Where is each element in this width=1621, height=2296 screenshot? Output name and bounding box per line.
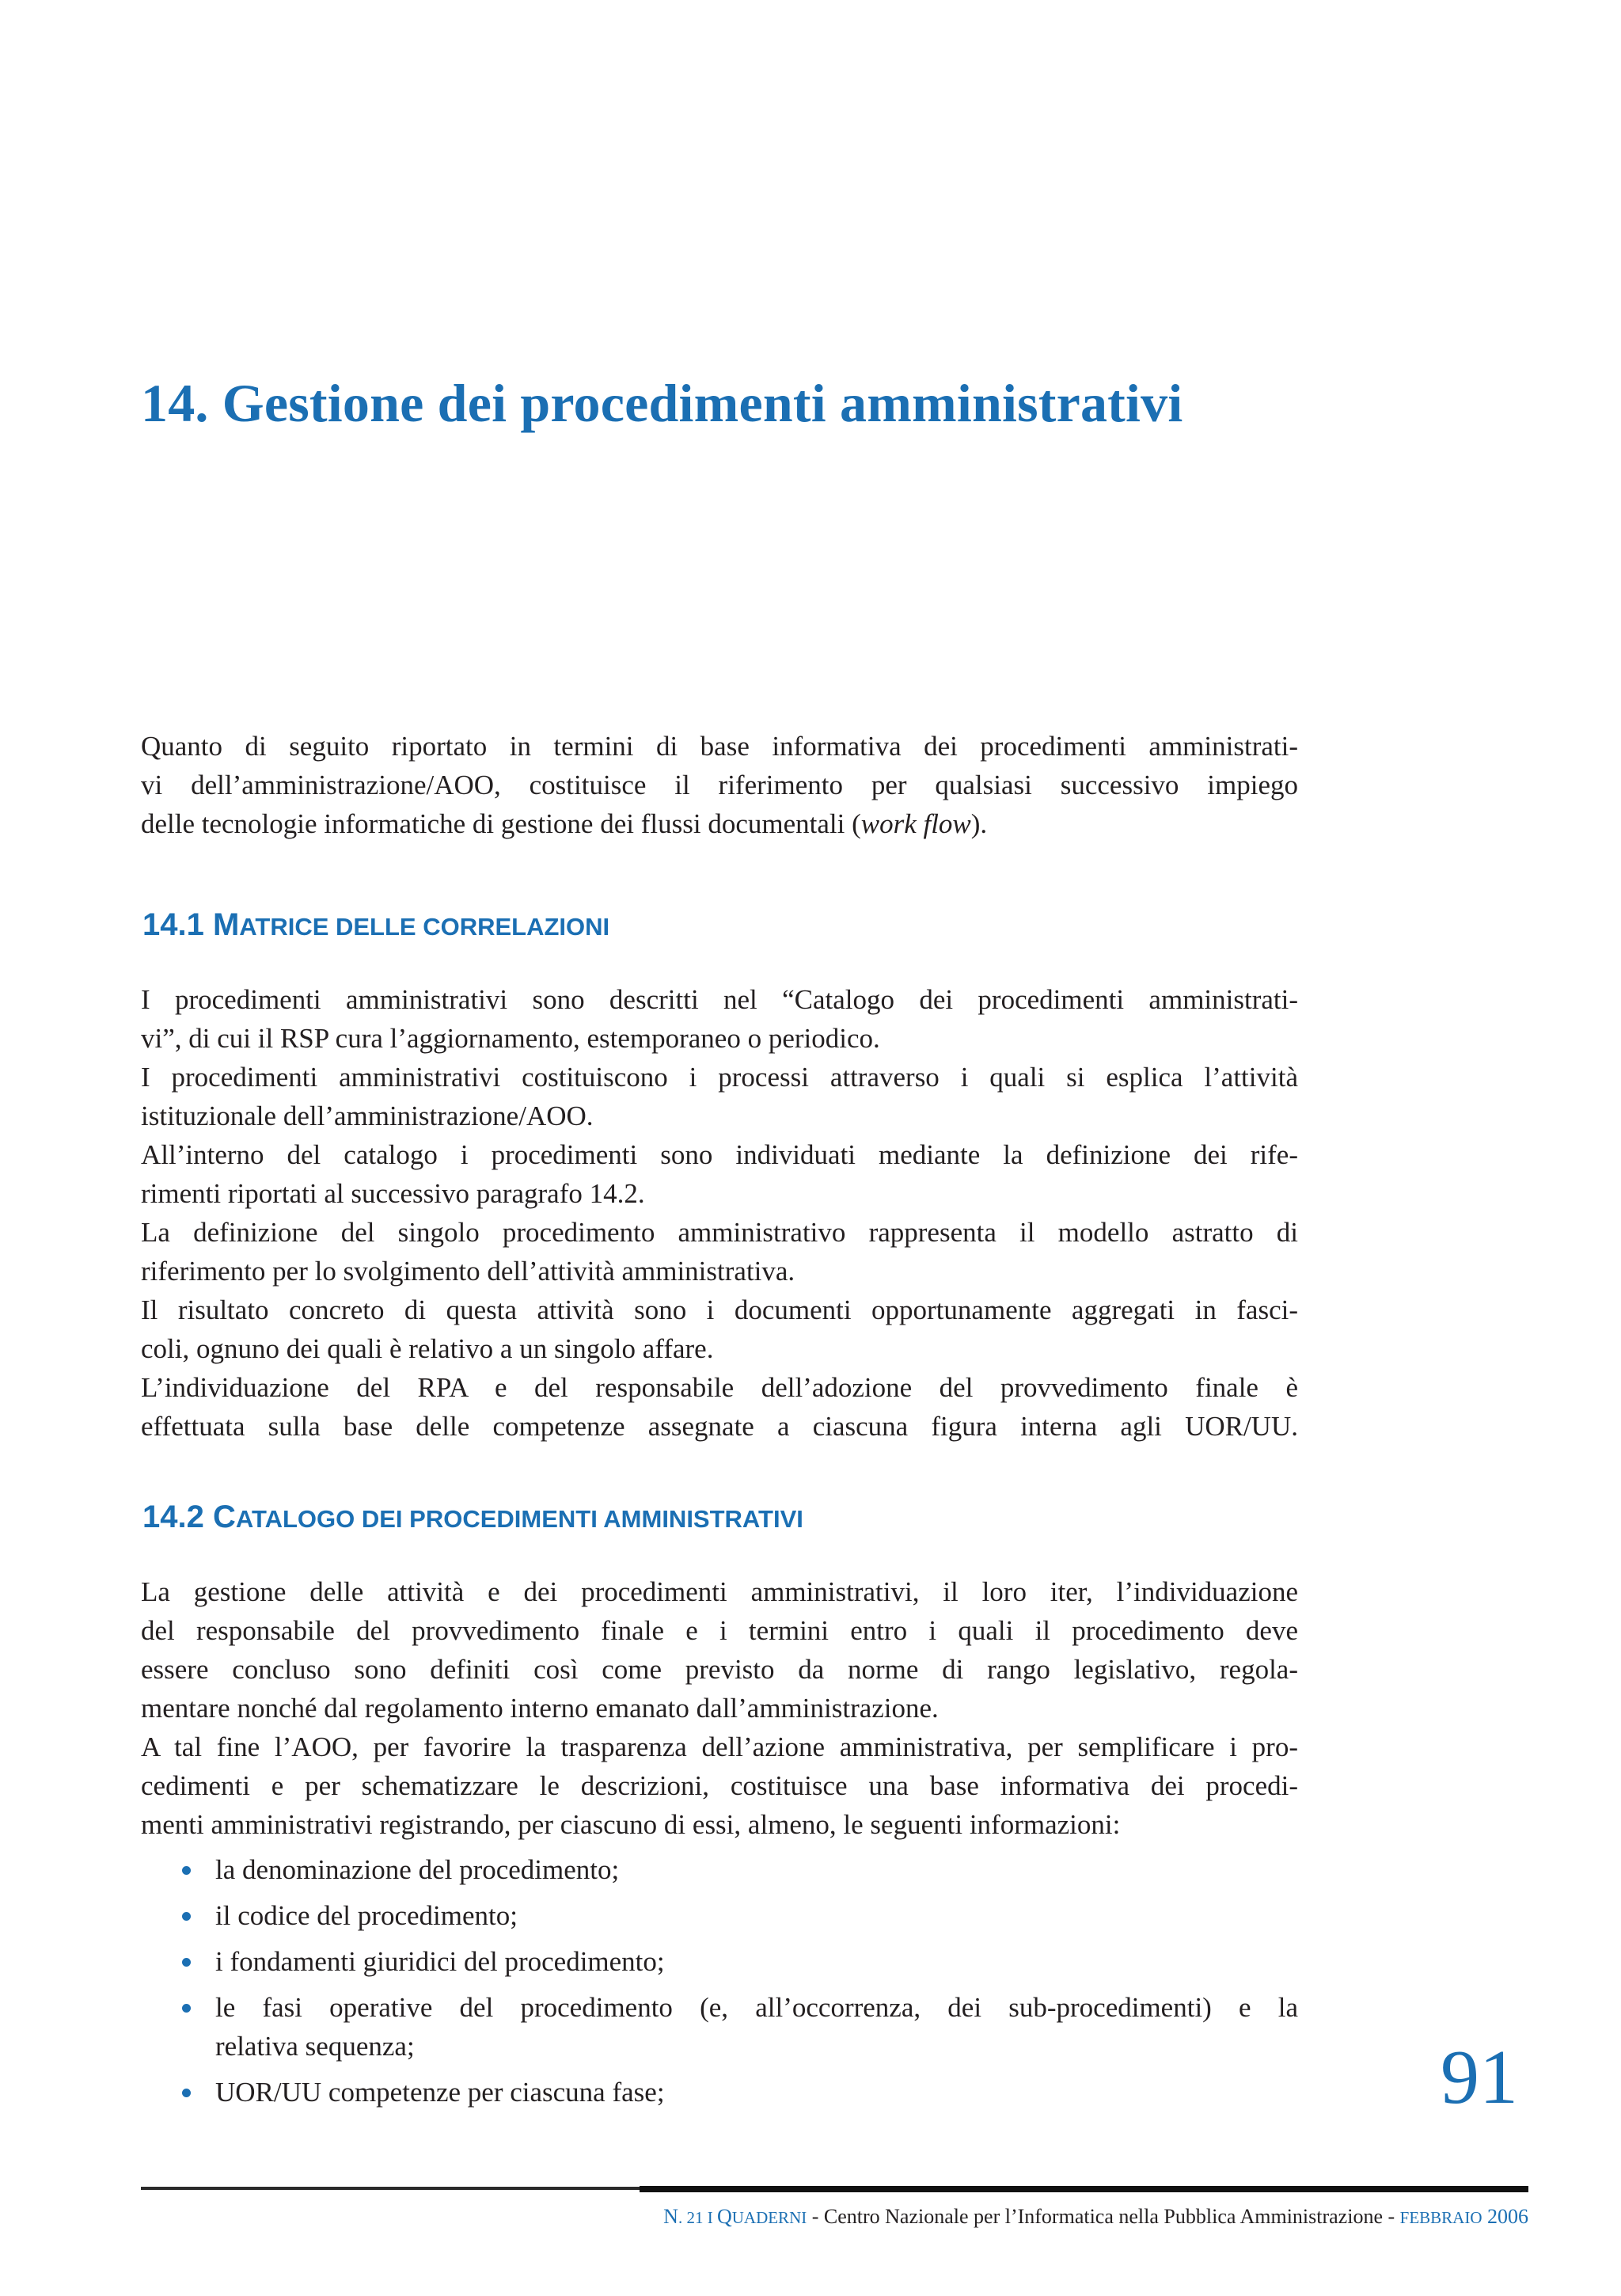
- list-item: le fasi operative del procedimento (e, all’occorrenza, dei sub-procedimenti) e la relativa sequenza;: [141, 1988, 1298, 2066]
- body-line: menti amministrativi registrando, per ciascuno di essi, almeno, le seguenti informazioni:: [141, 1809, 1121, 1840]
- page-number: 91: [1441, 2035, 1518, 2120]
- section-heading-14-1: 14.1 MATRICE DELLE CORRELAZIONI: [142, 907, 610, 942]
- list-item: i fondamenti giuridici del procedimento;: [141, 1942, 1298, 1981]
- body-line: A tal fine l’AOO, per favorire la trasparenza dell’azione amministrativa, per semplificare i pro-: [141, 1732, 1298, 1762]
- intro-line: vi dell’amministrazione/AOO, costituisce il riferimento per qualsiasi successivo impiego: [141, 770, 1298, 800]
- body-line: L’individuazione del RPA e del responsabile dell’adozione del provvedimento finale è: [141, 1372, 1298, 1403]
- section-heading-14-2: 14.2 CATALOGO DEI PROCEDIMENTI AMMINISTRATIVI: [142, 1500, 803, 1534]
- bullet-icon: [182, 1958, 191, 1967]
- running-footer: N. 21 I QUADERNI - Centro Nazionale per l’Informatica nella Pubblica Amministrazione - FEBBRAIO 2006: [663, 2205, 1528, 2228]
- chapter-title: 14. Gestione dei procedimenti amministrativi: [141, 373, 1183, 433]
- bullet-icon: [182, 2004, 191, 2013]
- bullet-icon: [182, 1912, 191, 1921]
- body-line: effettuata sulla base delle competenze assegnate a ciascuna figura interna agli UOR/UU.: [141, 1411, 1298, 1442]
- body-line: Il risultato concreto di questa attività sono i documenti opportunamente aggregati in fasci-: [141, 1294, 1298, 1325]
- body-line: La gestione delle attività e dei procedimenti amministrativi, il loro iter, l’individuazione: [141, 1576, 1298, 1607]
- body-line: cedimenti e per schematizzare le descrizioni, costituisce una base informativa dei procedi-: [141, 1770, 1298, 1801]
- section-14-2-body: [141, 1572, 1298, 1844]
- intro-line: Quanto di seguito riportato in termini di base informativa dei procedimenti amministrati-: [141, 731, 1298, 762]
- intro-paragraph: [141, 727, 1298, 843]
- footer-rule-thick: [640, 2186, 1528, 2192]
- body-line: del responsabile del provvedimento finale e i termini entro i quali il procedimento deve: [141, 1615, 1298, 1646]
- work-flow-term: work flow: [860, 808, 971, 839]
- list-item: il codice del procedimento;: [141, 1896, 1298, 1935]
- body-line: istituzionale dell’amministrazione/AOO.: [141, 1100, 594, 1131]
- body-line: La definizione del singolo procedimento amministrativo rappresenta il modello astratto di: [141, 1217, 1298, 1248]
- intro-line-3: delle tecnologie informatiche di gestione dei flussi documentali (work flow).: [141, 808, 988, 839]
- bullet-icon: [182, 2089, 191, 2097]
- list-item: la denominazione del procedimento;: [141, 1850, 1298, 1889]
- body-line: All’interno del catalogo i procedimenti sono individuati mediante la definizione dei rife-: [141, 1139, 1298, 1170]
- list-item: UOR/UU competenze per ciascuna fase;: [141, 2073, 1298, 2112]
- information-bullet-list: [141, 1850, 1298, 2119]
- body-line: I procedimenti amministrativi sono descritti nel “Catalogo dei procedimenti amministrati-: [141, 984, 1298, 1015]
- section-14-1-body: [141, 980, 1298, 1446]
- body-line: rimenti riportati al successivo paragrafo 14.2.: [141, 1178, 645, 1209]
- body-line: I procedimenti amministrativi costituiscono i processi attraverso i quali si esplica l’attività: [141, 1062, 1298, 1093]
- body-line: riferimento per lo svolgimento dell’attività amministrativa.: [141, 1256, 795, 1287]
- body-line: vi”, di cui il RSP cura l’aggiornamento, estemporaneo o periodico.: [141, 1023, 880, 1054]
- body-line: essere concluso sono definiti così come previsto da norme di rango legislativo, regola-: [141, 1654, 1298, 1685]
- bullet-icon: [182, 1866, 191, 1875]
- body-line: coli, ognuno dei quali è relativo a un singolo affare.: [141, 1333, 714, 1364]
- body-line: mentare nonché dal regolamento interno emanato dall’amministrazione.: [141, 1693, 939, 1724]
